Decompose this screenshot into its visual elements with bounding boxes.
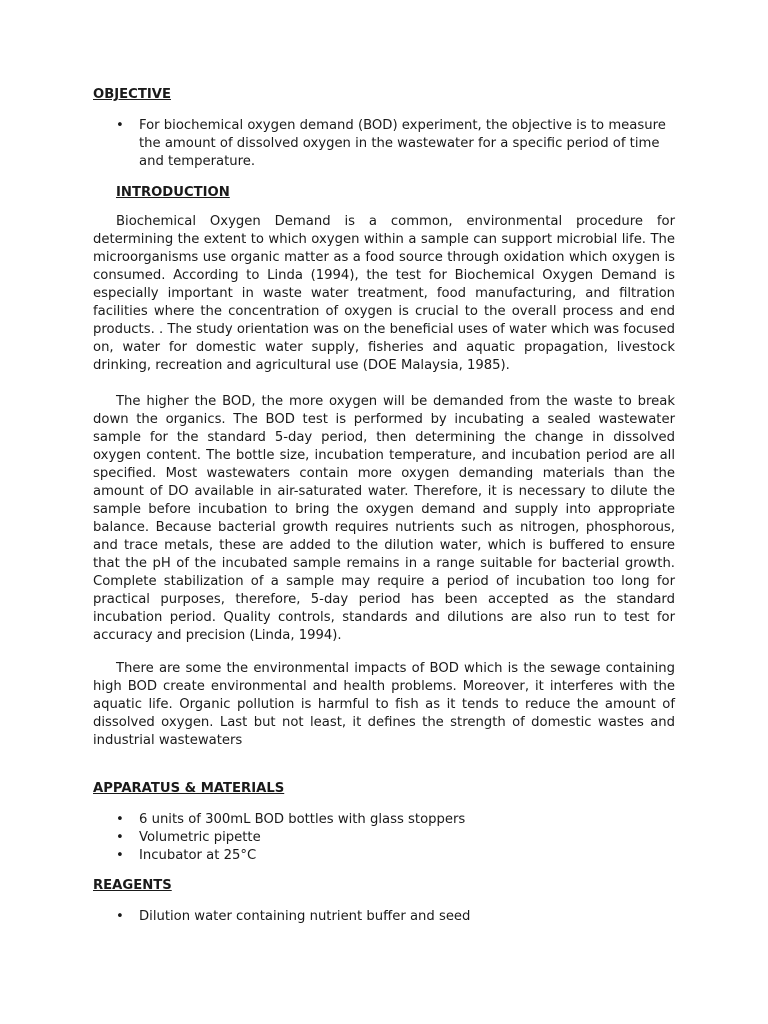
bullet-icon: • [116, 848, 124, 863]
apparatus-item [93, 847, 673, 865]
reagents-list [93, 908, 673, 926]
apparatus-item-text: Incubator at 25°C [139, 848, 257, 863]
bullet-icon: • [116, 909, 124, 924]
apparatus-heading: APPARATUS & MATERIALS [93, 781, 285, 796]
intro-paragraph-2: The higher the BOD, the more oxygen will be demanded from the waste to break down the organics. The BOD test is performed by incubating a sealed wastewater sample for the standard 5-day period, then determining the change in dissolved oxygen content. The bottle size, incubation temperature, and incubation period are all specified. Most wastewaters contain more oxygen demanding materials than the amount of DO available in air-saturated water. Therefore, it is necessary to dilute the sample before incubation to bring the oxygen demand and supply into appropriate balance. Because bacterial growth requires nutrients such as nitrogen, phosphorous, and trace metals, these are added to the dilution water, which is buffered to ensure that the pH of the incubated sample remains in a range suitable for bacterial growth. Complete stabilization of a sample may require a period of incubation too long for practical purposes, therefore, 5-day period has been accepted as the standard incubation period. Quality controls, standards and dilutions are also run to test for accuracy and precision (Linda, 1994). [93, 394, 675, 643]
objective-text: For biochemical oxygen demand (BOD) experiment, the objective is to measure the amount of dissolved oxygen in the wastewater for a specific period of time and temperature. [139, 118, 666, 169]
bullet-icon: • [116, 830, 124, 845]
bullet-icon: • [116, 812, 124, 827]
reagents-heading: REAGENTS [93, 878, 172, 893]
reagents-item-text: Dilution water containing nutrient buffer and seed [139, 909, 471, 924]
apparatus-item [93, 811, 673, 829]
introduction-heading: INTRODUCTION [116, 185, 230, 200]
apparatus-list [93, 811, 673, 865]
apparatus-item-text: Volumetric pipette [139, 830, 261, 845]
intro-paragraph-3: There are some the environmental impacts of BOD which is the sewage containing high BOD create environmental and health problems. Moreover, it interferes with the aquatic life. Organic pollution is harmful to fish as it tends to reduce the amount of dissolved oxygen. Last but not least, it defines the strength of domestic wastes and industrial wastewaters [93, 661, 675, 748]
apparatus-item [93, 829, 673, 847]
objective-heading: OBJECTIVE [93, 87, 171, 102]
intro-paragraph-1: Biochemical Oxygen Demand is a common, environmental procedure for determining the extent to which oxygen within a sample can support microbial life. The microorganisms use organic matter as a food source through oxidation which oxygen is consumed. According to Linda (1994), the test for Biochemical Oxygen Demand is especially important in waste water treatment, food manufacturing, and filtration facilities where the concentration of oxygen is crucial to the overall process and end products. . The study orientation was on the beneficial uses of water which was focused on, water for domestic water supply, fisheries and aquatic propagation, livestock drinking, recreation and agricultural use (DOE Malaysia, 1985). [93, 214, 675, 373]
objective-list [93, 117, 673, 171]
objective-item [93, 117, 673, 171]
bullet-icon: • [116, 118, 124, 133]
reagents-item [93, 908, 673, 926]
apparatus-item-text: 6 units of 300mL BOD bottles with glass stoppers [139, 812, 466, 827]
